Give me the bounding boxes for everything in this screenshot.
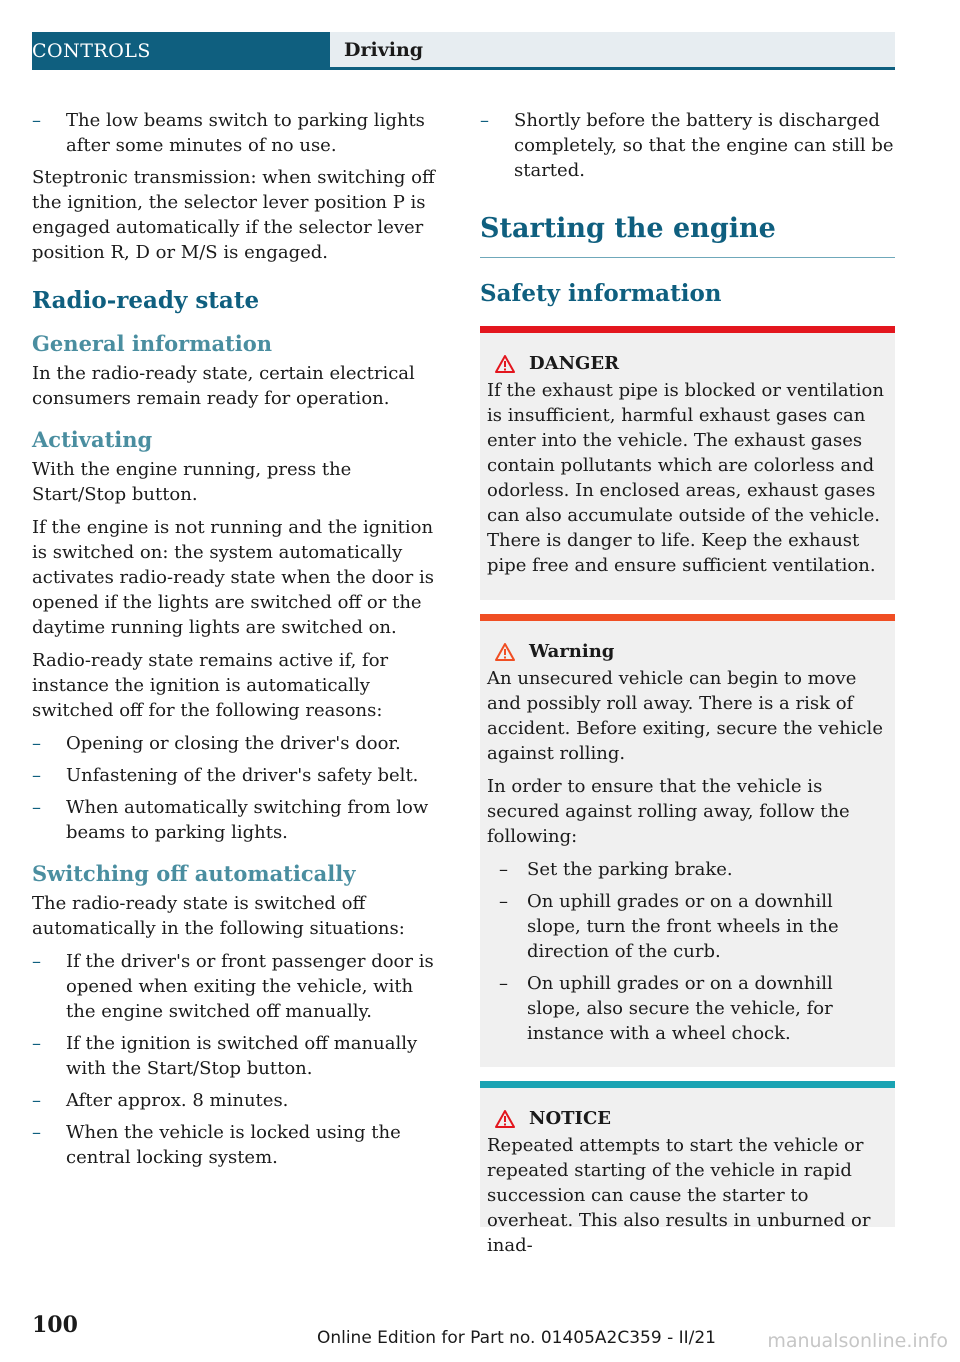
battery-list [480,108,895,183]
warning-text-2: In order to ensure that the vehicle is secured against rolling away, follow the following: [487,776,850,847]
list-item: – Shortly before the battery is discharged completely, so that the engine can still be started. [480,110,894,181]
danger-text: If the exhaust pipe is blocked or ventilation is insufficient, harmful exhaust gases can enter into the vehicle. The exhaust gases contain pollutants which are colorless and odorless. In enclosed areas, exhaust gases can also accumulate outside of the vehicle. There is danger to life. Keep the exhaust pipe free and ensure sufficient ventilation. [487,380,884,576]
watermark: manualsonline.info [767,1330,948,1352]
notice-text: Repeated attempts to start the vehicle or repeated starting of the vehicle in rapid succession can cause the starter to overheat. This also results in unburned or inad- [487,1135,871,1256]
footer-edition: Online Edition for Part no. 01405A2C359 - II/21 [316,1328,716,1348]
activating-list [32,731,448,845]
warning-list [487,857,888,1046]
warning-triangle-icon [495,1110,515,1128]
section-label: CONTROLS [32,40,151,62]
notice-title: NOTICE [529,1108,611,1129]
switching-off-heading: Switching off automatically [32,861,356,886]
list-item: – When the vehicle is locked using the central locking system. [32,1122,401,1168]
list-item: – Opening or closing the driver's door. [32,733,401,754]
general-paragraph: In the radio-ready state, certain electrical consumers remain ready for operation. [32,363,415,409]
list-item: – When automatically switching from low beams to parking lights. [32,797,429,843]
page-number: 100 [32,1312,78,1338]
notice-box [480,1081,895,1256]
list-item: – On uphill grades or on a downhill slope, also secure the vehicle, for instance with a wheel chock. [499,973,833,1044]
warning-text-1: An unsecured vehicle can begin to move and possibly roll away. There is a risk of accident. Before exiting, secure the vehicle against rolling. [487,668,883,764]
list-item: – If the driver's or front passenger door is opened when exiting the vehicle, with the engine switched off manually. [32,951,434,1022]
list-item: – Set the parking brake. [499,859,733,880]
list-item: – If the ignition is switched off manually with the Start/Stop button. [32,1033,418,1079]
general-information-heading: General information [32,331,273,356]
activating-paragraph-2: If the engine is not running and the ignition is switched on: the system automatically activates radio-ready state when the door is opened if the lights are switched off or the daytime running lights are switched on. [32,517,434,638]
steptronic-paragraph: Steptronic transmission: when switching off the ignition, the selector lever position P is engaged automatically if the selector lever position R, D or M/S is engaged. [32,167,435,263]
list-item: – On uphill grades or on a downhill slope, turn the front wheels in the direction of the curb. [499,891,839,962]
right-column [480,108,895,1256]
list-item: – Unfastening of the driver's safety belt. [32,765,419,786]
activating-heading: Activating [32,427,153,452]
warning-triangle-icon [495,355,515,373]
list-item: – The low beams switch to parking lights after some minutes of no use. [32,110,425,156]
danger-box [480,326,895,600]
activating-paragraph-1: With the engine running, press the Start/Stop button. [32,459,352,505]
switching-off-list [32,949,448,1170]
warning-box [480,614,895,1067]
warning-title: Warning [529,641,615,662]
radio-ready-heading: Radio-ready state [32,287,260,314]
list-item: – After approx. 8 minutes. [32,1090,289,1111]
safety-information-heading: Safety information [480,280,722,307]
intro-list [32,108,448,158]
warning-triangle-icon [495,643,515,661]
dash-marker: – [32,110,41,131]
left-column [32,108,448,1177]
chapter-title: Driving [330,32,895,70]
section-tab [32,32,330,70]
activating-paragraph-3: Radio-ready state remains active if, for instance the ignition is automatically switched off for the following reasons: [32,650,389,721]
page-header [32,32,895,70]
danger-title: DANGER [529,353,620,374]
switching-off-paragraph: The radio-ready state is switched off automatically in the following situations: [32,893,405,939]
starting-engine-heading: Starting the engine [480,211,895,258]
